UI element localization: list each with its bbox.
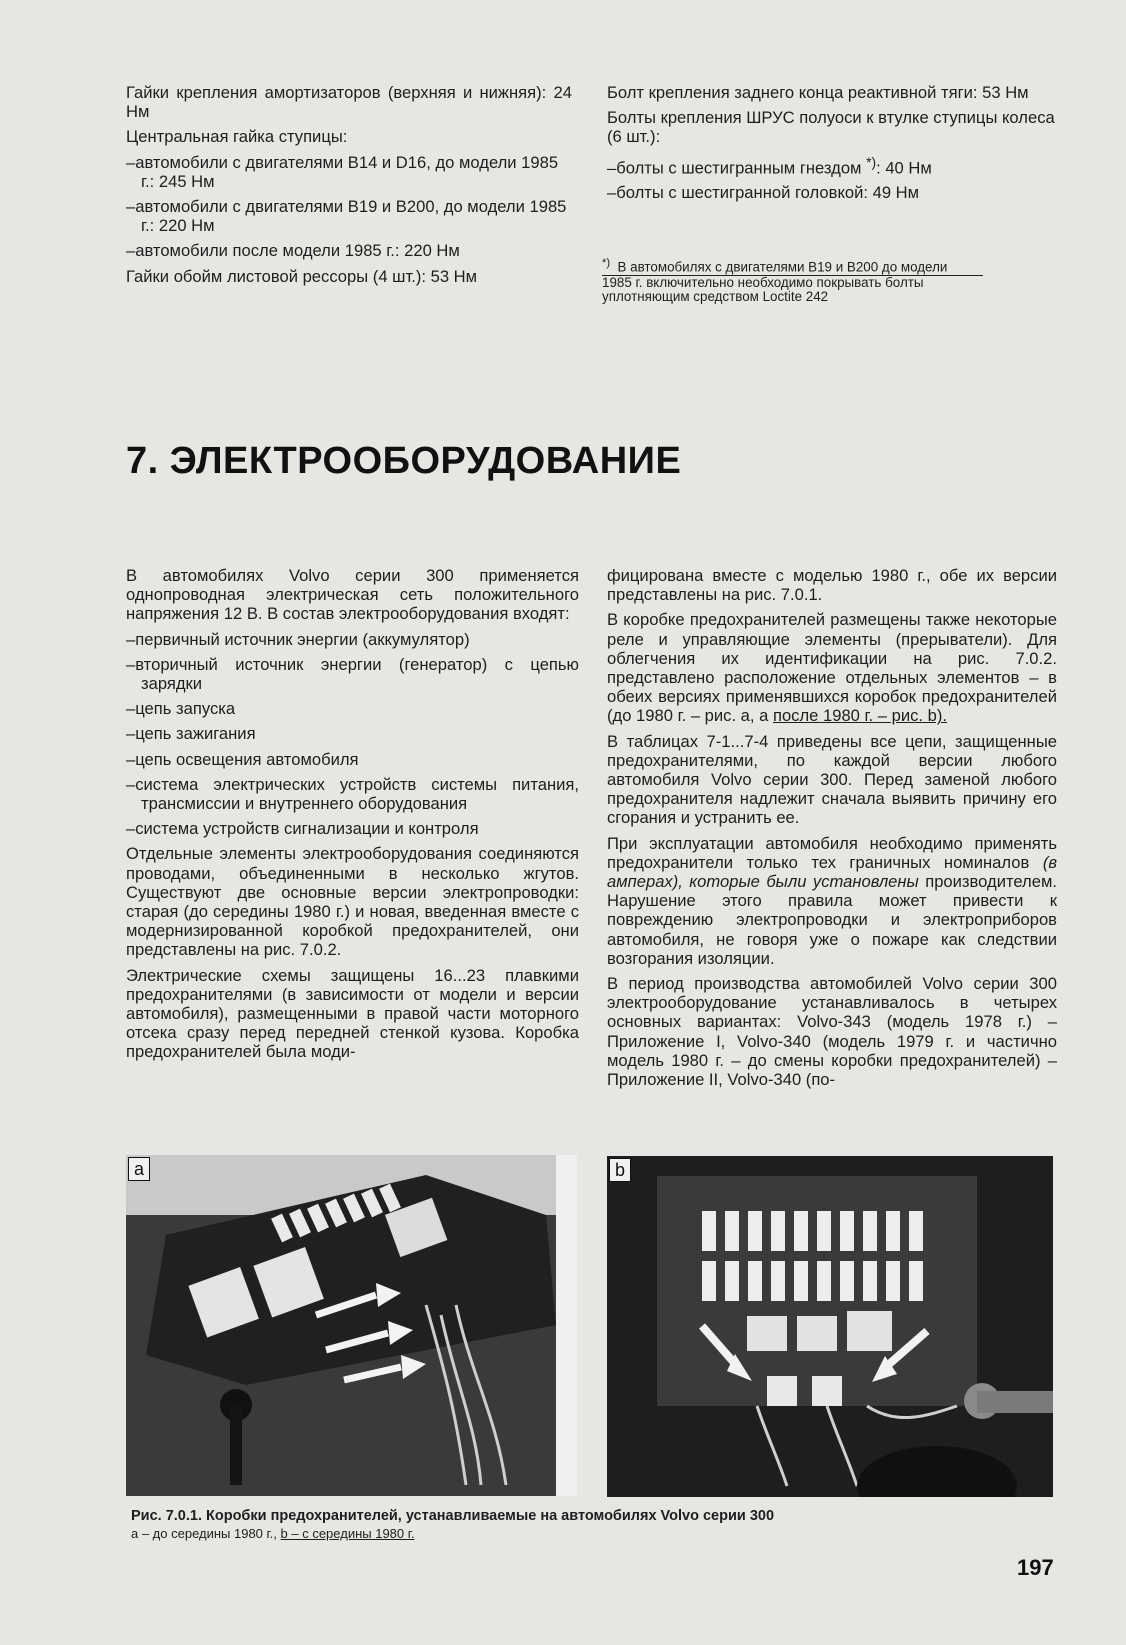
caption-title: Рис. 7.0.1. Коробки предохранителей, устанавливаемые на автомобилях Volvo серии 300 xyxy=(131,1508,775,1524)
fuse-box-photo-a xyxy=(126,1155,577,1496)
footnote-line-1: *) В автомобилях с двигателями B19 и B200 до модели xyxy=(602,256,983,276)
spec-hex-socket-bolts: –болты с шестигранным гнездом *): 40 Нм xyxy=(607,153,932,178)
caption-subtitle: а – до середины 1980 г., b – с середины 1980 г. xyxy=(131,1526,415,1541)
list-item: –цепь освещения автомобиля xyxy=(126,749,359,769)
list-item: –цепь запуска xyxy=(126,699,236,719)
spec-hub-nut-heading: Центральная гайка ступицы: xyxy=(126,127,348,147)
page-number: 197 xyxy=(1017,1555,1054,1580)
spec-hex-head-bolts: –болты с шестигранной головкой: 49 Нм xyxy=(607,183,920,203)
footnote-line-3: уплотняющим средством Loctite 242 xyxy=(602,289,829,305)
footnote-ref: *) xyxy=(866,153,877,170)
photo-label-a: a xyxy=(128,1157,150,1181)
footnote xyxy=(602,256,1062,305)
torque-specs-right xyxy=(607,83,1057,209)
continuation-paragraph: фицирована вместе с моделью 1980 г., обе их версии представлены на рис. 7.0.1. xyxy=(607,566,1057,605)
figure-caption xyxy=(131,1508,1031,1541)
relays-paragraph: В коробке предохранителей размещены также некоторые реле и управляющие элементы (прерыватели). Для облегчения их идентификации на рис. 7.0.2. представлено расположение отдельных элементов – в обеих версиях применявшихся коробок предохранителей (до 1980 г. – рис. a, a после 1980 г. – рис. b). xyxy=(607,610,1057,726)
spec-leaf-spring-nuts: Гайки обойм листовой рессоры (4 шт.): 53 Нм xyxy=(126,266,478,286)
list-item: –система устройств сигнализации и контроля xyxy=(126,819,479,839)
spec-shock-nuts: Гайки крепления амортизаторов (верхняя и нижняя): 24 Нм xyxy=(126,83,572,122)
spec-hub-nut-b19-b200: –автомобили с двигателями B19 и B200, до модели 1985 г.: 220 Нм xyxy=(126,197,567,236)
body-column-left xyxy=(126,566,579,1068)
fuse-box-a-illustration xyxy=(126,1155,577,1496)
fuse-rating-paragraph: При эксплуатации автомобиля необходимо применять предохранители только тех граничных номиналов (в амперах), которые были установлены производителем. Нарушение этого правила может привести к повреждению электропроводки и электроприборов автомобиля, не говоря уже о пожаре как следствии возгорания изоляции. xyxy=(607,833,1057,968)
spec-cv-joint-bolts: Болты крепления ШРУС полуоси к втулке ступицы колеса (6 шт.): xyxy=(607,108,1055,147)
fuse-box-photo-b xyxy=(607,1156,1053,1497)
photo-label-b: b xyxy=(609,1158,631,1182)
tables-paragraph: В таблицах 7-1...7-4 приведены все цепи, защищенные предохранителями, по каждой версии любого автомобиля Volvo серии 300. Перед заменой любого предохранителя надлежит сначала выявить причину его сгорания и устранить ее. xyxy=(607,731,1057,828)
list-item: –цепь зажигания xyxy=(126,724,256,744)
wiring-versions-paragraph: Отдельные элементы электрооборудования соединяются проводами, объединенными в несколько жгутов. Существуют две основные версии электропроводки: старая (до середины 1980 г.) и новая, введенная вместе с модернизированной коробкой предохранителей, они представлены на рис. 7.0.2. xyxy=(126,844,579,960)
list-item: –вторичный источник энергии (генератор) с цепью зарядки xyxy=(126,654,579,694)
fuse-box-b-illustration xyxy=(607,1156,1053,1497)
variants-paragraph: В период производства автомобилей Volvo серии 300 электрооборудование устанавливалось в четырех основных вариантах: Volvo-343 (модель 1978 г.) – Приложение I, Volvo-340 (модель 1979 г. и частично модель 1980 г. – до смены коробки предохранителей) – Приложение II, Volvo-340 (по- xyxy=(607,974,1057,1090)
spec-hub-nut-b14-d16: –автомобили с двигателями B14 и D16, до модели 1985 г.: 245 Нм xyxy=(126,152,559,191)
list-item: –первичный источник энергии (аккумулятор) xyxy=(126,629,470,649)
torque-specs-left xyxy=(126,83,572,292)
footnote-line-2: 1985 г. включительно необходимо покрывать болты xyxy=(602,274,924,290)
spec-reaction-rod-bolt: Болт крепления заднего конца реактивной тяги: 53 Нм xyxy=(607,83,1029,102)
list-item: –система электрических устройств системы питания, трансмиссии и внутреннего оборудования xyxy=(126,774,579,814)
body-column-right xyxy=(607,566,1057,1095)
intro-paragraph: В автомобилях Volvo серии 300 применяется однопроводная электрическая сеть положительного напряжения 12 В. В состав электрооборудования входят: xyxy=(126,566,579,624)
chapter-title: 7. ЭЛЕКТРООБОРУДОВАНИЕ xyxy=(126,440,682,482)
fuses-paragraph: Электрические схемы защищены 16...23 плавкими предохранителями (в зависимости от модели и версии автомобиля), размещенными в правой части моторного отсека сразу перед передней стенкой кузова. Коробка предохранителей была моди- xyxy=(126,965,579,1062)
spec-hub-nut-after-1985: –автомобили после модели 1985 г.: 220 Нм xyxy=(126,241,460,261)
